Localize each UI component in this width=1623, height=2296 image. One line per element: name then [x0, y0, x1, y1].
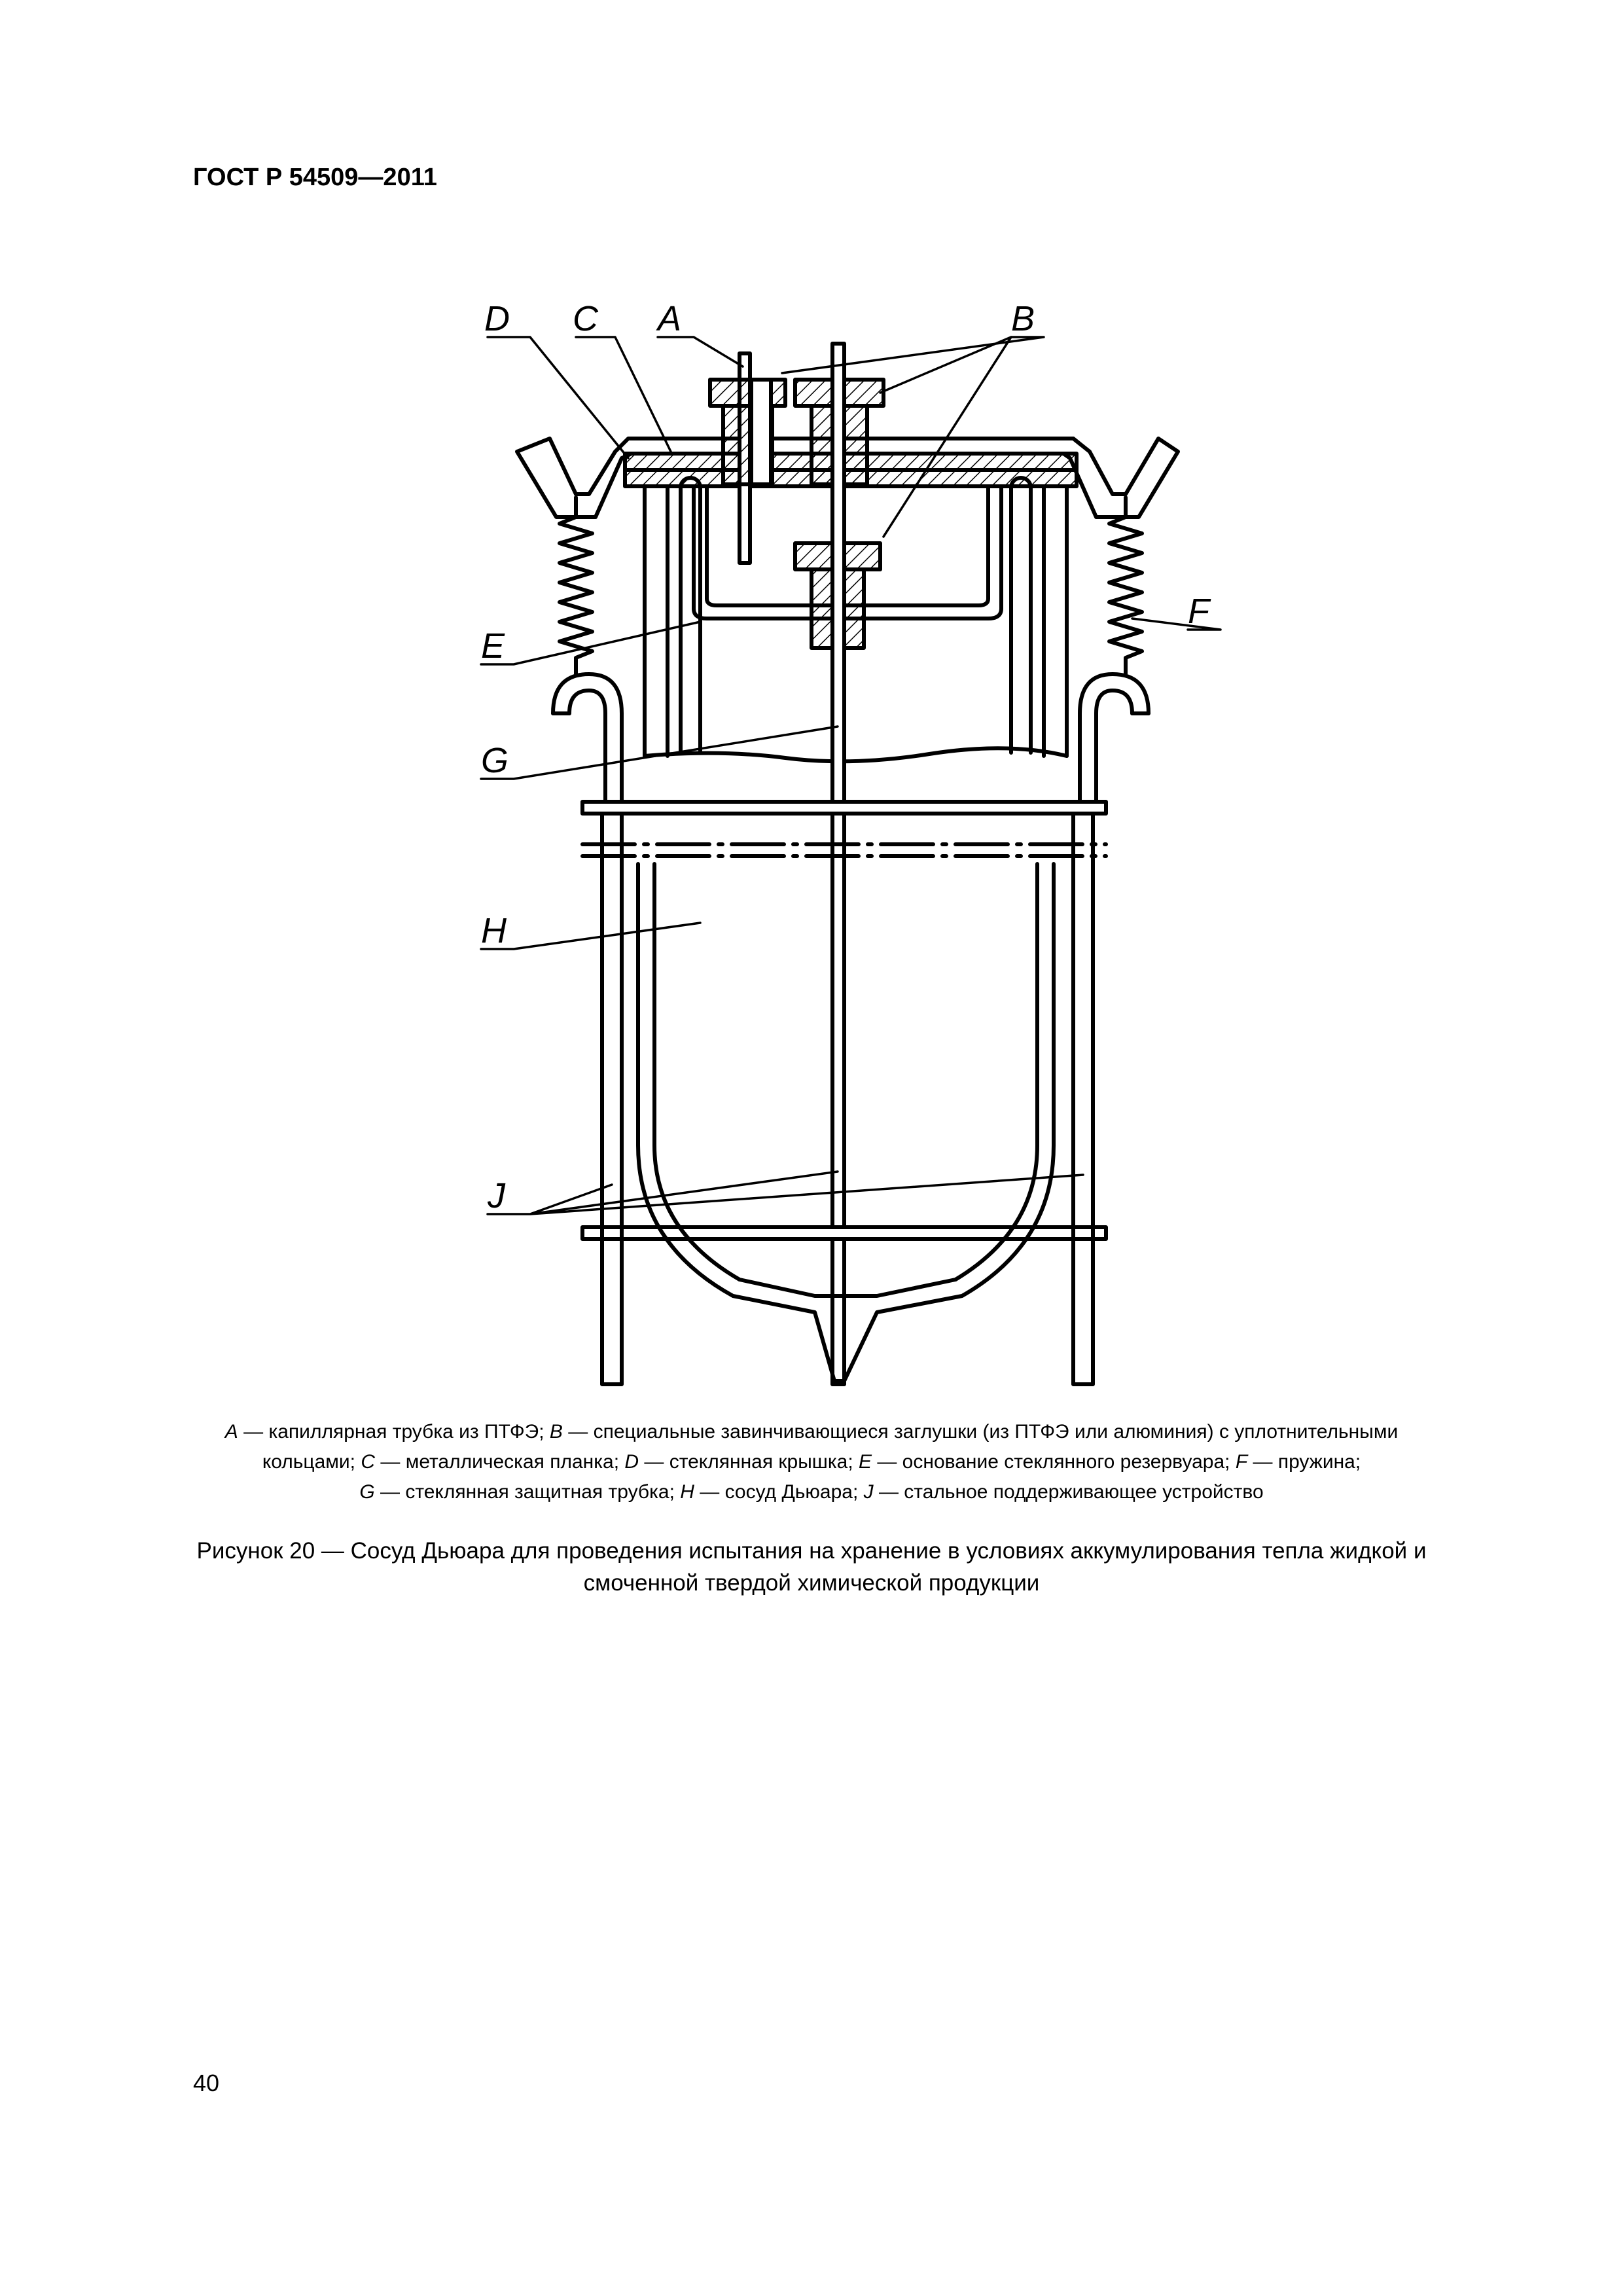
legend-text: — пружина;: [1247, 1451, 1361, 1473]
label-a: A: [658, 299, 682, 338]
legend-text: — стальное поддерживающее устройство: [873, 1481, 1264, 1503]
legend-key: F: [1235, 1451, 1248, 1473]
figure-title-line-1: Рисунок 20 — Сосуд Дьюара для проведения испытания на хранение в условиях аккумулирования тепла жидкой и: [196, 1538, 1427, 1564]
support-rod-right: [1073, 814, 1093, 1384]
figure-legend: [183, 1417, 1440, 1507]
label-g: G: [481, 741, 509, 780]
screw-plugs-b: [710, 380, 883, 648]
label-f: F: [1188, 592, 1209, 631]
figure-title: [170, 1535, 1453, 1599]
label-d: D: [484, 299, 510, 338]
legend-text: кольцами;: [262, 1451, 361, 1473]
legend-key: J: [863, 1481, 874, 1503]
legend-text: — стеклянная крышка;: [639, 1451, 859, 1473]
figure-title-line-2: смоченной твердой химической продукции: [583, 1570, 1040, 1596]
support-rod-left: [602, 814, 622, 1384]
label-c: C: [573, 299, 598, 338]
legend-line-2: [183, 1447, 1440, 1477]
legend-text: — металлическая планка;: [375, 1451, 625, 1473]
label-j: J: [488, 1176, 505, 1215]
label-h: H: [481, 911, 507, 950]
legend-key: G: [359, 1481, 375, 1503]
legend-text: — сосуд Дьюара;: [694, 1481, 864, 1503]
legend-text: — капиллярная трубка из ПТФЭ;: [238, 1421, 550, 1443]
page-number: 40: [193, 2070, 220, 2096]
document-header: ГОСТ Р 54509—2011: [193, 164, 437, 191]
support-bar-top: [582, 802, 1106, 814]
legend-key: E: [859, 1451, 872, 1473]
label-e: E: [481, 626, 505, 666]
spring-right: [1109, 497, 1142, 674]
legend-key: A: [224, 1421, 238, 1443]
legend-line-3: [183, 1477, 1440, 1507]
legend-text: — стеклянная защитная трубка;: [374, 1481, 681, 1503]
break-line: [645, 748, 1067, 761]
legend-key: H: [680, 1481, 694, 1503]
legend-text: — основание стеклянного резервуара;: [872, 1451, 1236, 1473]
legend-key: C: [361, 1451, 376, 1473]
legend-key: B: [549, 1421, 563, 1443]
legend-line-1: [183, 1417, 1440, 1447]
legend-key: D: [624, 1451, 639, 1473]
legend-text: — специальные завинчивающиеся заглушки (из ПТФЭ или алюминия) с уплотнительными: [562, 1421, 1399, 1443]
label-b: B: [1011, 299, 1035, 338]
